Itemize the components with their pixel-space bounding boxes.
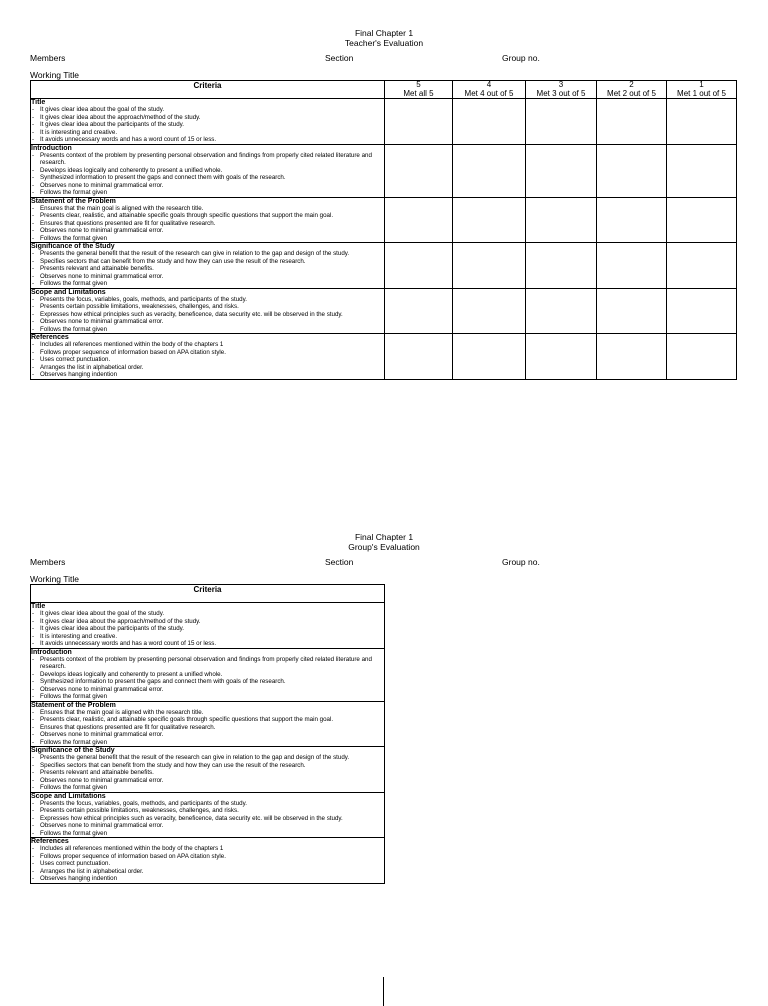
criterion-item: - Presents certain possible limitations, weaknesses, challenges, and risks. [31,303,384,311]
criteria-header: Criteria [31,81,385,99]
criterion-item: - Presents context of the problem by presenting personal observation and findings from properly cited related literature and research. [31,152,384,167]
criterion-item: - Expresses how ethical principles such as veracity, beneficence, data security etc. will be observed in the study. [31,815,384,823]
criterion-item: - Follows the format given [31,280,384,288]
score-cell[interactable] [597,243,667,289]
score-cell[interactable] [667,197,737,243]
criteria-row [31,144,737,197]
criterion-item: - Follows the format given [31,235,384,243]
sheet-subtitle: Group's Evaluation [348,541,420,552]
criterion-item: - Observes none to minimal grammatical error. [31,731,384,739]
score-cell[interactable] [526,144,597,197]
score-description: Met 2 out of 5 [607,88,656,98]
criterion-item: - Synthesized information to present the gaps and connect them with goals of the research. [31,174,384,182]
score-cell[interactable] [667,288,737,334]
criteria-cell [31,792,385,838]
criterion-item: - Observes hanging indention [31,875,384,883]
criteria-header: Criteria [31,585,385,603]
score-cell[interactable] [667,99,737,145]
criterion-item: - Specifies sectors that can benefit from the study and how they can use the result of the research. [31,762,384,770]
criteria-row [31,197,737,243]
criteria-list [31,709,384,747]
criterion-item: - Ensures that the main goal is aligned with the research title. [31,709,384,717]
criteria-list [31,754,384,792]
score-header-1 [667,81,737,99]
criteria-row [31,334,737,380]
criteria-row [31,838,385,884]
score-value: 2 [629,80,634,89]
criterion-item: - Specifies sectors that can benefit from the study and how they can use the result of the research. [31,258,384,266]
criterion-item: - Follows the format given [31,784,384,792]
criterion-item: - Follows the format given [31,830,384,838]
sheet-title: Final Chapter 1 [354,28,414,38]
sheet-heading [0,29,768,48]
criterion-item: - Develops ideas logically and coherently to present a unified whole. [31,671,384,679]
category-title: Title [31,603,46,610]
category-title: Significance of the Study [31,243,115,250]
criterion-item: - Ensures that questions presented are fit for qualitative research. [31,724,384,732]
score-description: Met 3 out of 5 [536,88,586,98]
score-cell[interactable] [453,334,526,380]
criterion-item: - It gives clear idea about the goal of the study. [31,106,384,114]
criteria-row [31,243,737,289]
criteria-cell [31,99,385,145]
criteria-row [31,648,385,701]
criterion-item: - It is interesting and creative. [31,129,384,137]
criterion-item: - Arranges the list in alphabetical order. [31,364,384,372]
criterion-item: - Follows proper sequence of information based on APA citation style. [31,853,384,861]
score-cell[interactable] [597,288,667,334]
criteria-cell [31,288,385,334]
criterion-item: - Presents relevant and attainable benefits. [31,265,384,273]
score-cell[interactable] [597,197,667,243]
criteria-list [31,800,384,838]
criteria-list [31,106,384,144]
criteria-row [31,99,737,145]
criterion-item: - Presents context of the problem by presenting personal observation and findings from properly cited related literature and research. [31,656,384,671]
sheet-title: Final Chapter 1 [354,532,414,542]
criteria-row [31,288,737,334]
score-cell[interactable] [453,144,526,197]
score-cell[interactable] [453,99,526,145]
score-description: Met 1 out of 5 [677,88,726,98]
criterion-item: - Follows the format given [31,326,384,334]
criterion-item: - Presents the focus, variables, goals, methods, and participants of the study. [31,296,384,304]
criteria-list [31,845,384,883]
score-cell[interactable] [667,243,737,289]
score-cell[interactable] [526,334,597,380]
score-description: Met 4 out of 5 [464,88,514,98]
criterion-item: - Presents the general benefit that the result of the research can give in relation to the gap and design of the study. [31,250,384,258]
criterion-item: - Expresses how ethical principles such as veracity, beneficence, data security etc. will be observed in the study. [31,311,384,319]
criteria-cell [31,838,385,884]
score-cell[interactable] [667,334,737,380]
category-title: References [31,334,69,341]
score-cell[interactable] [453,197,526,243]
criterion-item: - Presents the focus, variables, goals, methods, and participants of the study. [31,800,384,808]
score-value: 1 [699,80,704,89]
criteria-list [31,152,384,197]
criterion-item: - Develops ideas logically and coherently to present a unified whole. [31,167,384,175]
working-title-label: Working Title [30,70,79,80]
sheet-subtitle: Teacher's Evaluation [344,37,424,48]
score-header-5 [385,81,453,99]
category-title: Introduction [31,648,72,656]
category-title: Introduction [31,144,72,152]
group-number-label: Group no. [502,557,540,567]
criterion-item: - Uses correct punctuation. [31,860,384,868]
score-cell[interactable] [385,144,453,197]
criterion-item: - Presents clear, realistic, and attainable specific goals through specific questions that support the main goal. [31,212,384,220]
score-cell[interactable] [526,99,597,145]
criteria-cell [31,648,385,701]
criterion-item: - Observes none to minimal grammatical error. [31,318,384,326]
category-title: Significance of the Study [31,747,115,754]
criteria-list [31,296,384,334]
score-cell[interactable] [526,288,597,334]
criteria-cell [31,747,385,793]
criteria-cell [31,701,385,747]
criteria-cell [31,334,385,380]
criterion-item: - Observes none to minimal grammatical error. [31,686,384,694]
criterion-item: - It gives clear idea about the participants of the study. [31,121,384,129]
score-cell[interactable] [453,288,526,334]
criterion-item: - Presents the general benefit that the result of the research can give in relation to the gap and design of the study. [31,754,384,762]
criterion-item: - It gives clear idea about the participants of the study. [31,625,384,633]
criterion-item: - Presents clear, realistic, and attainable specific goals through specific questions that support the main goal. [31,716,384,724]
criterion-item: - Ensures that questions presented are fit for qualitative research. [31,220,384,228]
criteria-cell [31,144,385,197]
criterion-item: - It gives clear idea about the approach/method of the study. [31,618,384,626]
score-cell[interactable] [385,288,453,334]
score-value: 4 [486,80,492,89]
rubric-table [30,584,385,884]
rubric-header-row [31,585,385,603]
criterion-item: - Observes none to minimal grammatical error. [31,182,384,190]
criterion-item: - Observes none to minimal grammatical error. [31,227,384,235]
criterion-item: - It is interesting and creative. [31,633,384,641]
criteria-row [31,792,385,838]
teacher-evaluation-sheet [0,29,768,380]
criteria-list [31,610,384,648]
column-divider-line [383,977,384,1006]
score-cell[interactable] [453,243,526,289]
score-cell[interactable] [597,334,667,380]
score-header-3 [526,81,597,99]
score-cell[interactable] [385,243,453,289]
score-value: 5 [416,80,421,89]
criterion-item: - Presents certain possible limitations, weaknesses, challenges, and risks. [31,807,384,815]
score-cell[interactable] [385,334,453,380]
criteria-list [31,656,384,701]
working-title-label: Working Title [30,574,79,584]
rubric-table [30,80,737,380]
group-number-label: Group no. [502,53,540,63]
criterion-item: - Includes all references mentioned within the body of the chapters 1 [31,845,384,853]
criterion-item: - Synthesized information to present the gaps and connect them with goals of the research. [31,678,384,686]
section-label: Section [325,557,354,567]
criterion-item: - Observes none to minimal grammatical error. [31,273,384,281]
category-title: Scope and Limitations [31,288,106,296]
members-label: Members [30,557,66,567]
score-cell[interactable] [526,243,597,289]
score-header-4 [453,81,526,99]
criteria-row [31,747,385,793]
info-row [0,53,768,65]
criteria-cell [31,603,385,649]
category-title: Statement of the Problem [31,197,116,205]
criterion-item: - Includes all references mentioned within the body of the chapters 1 [31,341,384,349]
criteria-list [31,341,384,379]
category-title: References [31,838,69,845]
score-cell[interactable] [597,99,667,145]
category-title: Statement of the Problem [31,701,116,709]
criteria-row [31,603,385,649]
criterion-item: - It gives clear idea about the goal of the study. [31,610,384,618]
criteria-cell [31,243,385,289]
category-title: Scope and Limitations [31,792,106,800]
score-description: Met all 5 [403,88,434,98]
section-label: Section [325,53,354,63]
score-header-2 [597,81,667,99]
category-title: Title [31,99,46,106]
criterion-item: - Arranges the list in alphabetical order. [31,868,384,876]
criterion-item: - Observes none to minimal grammatical error. [31,822,384,830]
criterion-item: - Follows the format given [31,693,384,701]
score-cell[interactable] [667,144,737,197]
group-evaluation-sheet [0,533,768,884]
criteria-list [31,205,384,243]
members-label: Members [30,53,66,63]
score-value: 3 [558,80,564,89]
score-cell[interactable] [597,144,667,197]
score-cell[interactable] [526,197,597,243]
criterion-item: - Observes none to minimal grammatical error. [31,777,384,785]
criterion-item: - It gives clear idea about the approach/method of the study. [31,114,384,122]
criterion-item: - Follows proper sequence of information based on APA citation style. [31,349,384,357]
info-row [0,557,768,569]
score-cell[interactable] [385,197,453,243]
rubric-header-row [31,81,737,99]
criterion-item: - Uses correct punctuation. [31,356,384,364]
criterion-item: - Follows the format given [31,739,384,747]
criterion-item: - Ensures that the main goal is aligned with the research title. [31,205,384,213]
criteria-list [31,250,384,288]
criterion-item: - Observes hanging indention [31,371,384,379]
criterion-item: - It avoids unnecessary words and has a word count of 15 or less. [31,136,384,144]
criterion-item: - Presents relevant and attainable benefits. [31,769,384,777]
sheet-heading [0,533,768,552]
criterion-item: - Follows the format given [31,189,384,197]
score-cell[interactable] [385,99,453,145]
criteria-row [31,701,385,747]
criteria-cell [31,197,385,243]
criterion-item: - It avoids unnecessary words and has a word count of 15 or less. [31,640,384,648]
